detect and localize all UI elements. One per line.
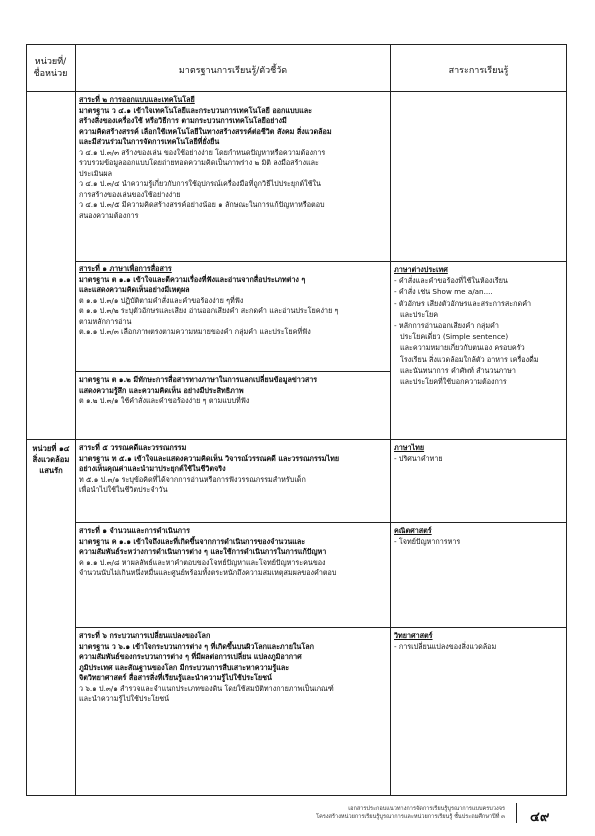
tech-indicator-line: ประเมินผล xyxy=(79,168,113,178)
row-divider-3 xyxy=(26,439,567,440)
math-content-item: - โจทย์ปัญหาการหาร xyxy=(394,536,461,546)
header-unit-line2: ชื่อหน่วย xyxy=(33,69,68,79)
lang-standard-line: มาตรฐาน ต ๑.๒ มีทักษะการสื่อสารทางภาษาในการแลกเปลี่ยนข้อมูลข่าวสาร xyxy=(79,375,318,384)
eng-content xyxy=(394,264,566,387)
sci-standard-line: ความสัมพันธ์ของกระบวนการต่าง ๆ ที่มีผลต่อการเปลี่ยน แปลงภูมิอากาศ xyxy=(79,652,302,661)
footer-line1: เอกสารประกอบแนวทางการจัดการเรียนรู้บูรณาการแบบครบวงจร xyxy=(348,806,505,812)
header-divider xyxy=(26,91,567,92)
footer-line2: โครงสร้างหน่วยการเรียนรู้บูรณาการและหน่วยการเรียนรู้ ชั้นประถมศึกษาปีที่ ๓ xyxy=(316,814,505,820)
math-standards xyxy=(79,526,389,579)
lit-standard-line: อย่างเห็นคุณค่าและนำมาประยุกต์ใช้ในชีวิตจริง xyxy=(79,464,226,473)
sci-content-heading: วิทยาศาสตร์ xyxy=(394,631,433,640)
table-border-top xyxy=(26,44,567,45)
table-border-left xyxy=(26,44,27,796)
sci-standard-line: ภูมิประเทศ และสัณฐานของโลก มีกระบวนการสืบเสาะหาความรู้และ xyxy=(79,662,290,672)
tech-indicator-line: ว ๔.๑ ป.๓/๕ มีความคิดสร้างสรรค์อย่างน้อย ๑ ลักษณะในการแก้ปัญหาหรือตอบ xyxy=(79,200,325,209)
lang-standards-2 xyxy=(79,375,389,407)
footer-caption xyxy=(200,805,505,821)
row-divider-1 xyxy=(75,261,567,262)
eng-content-heading: ภาษาต่างประเทศ xyxy=(394,265,448,274)
lang-standard-line: และแสดงความคิดเห็นอย่างมีเหตุผล xyxy=(79,285,190,294)
sci-strand-title: สาระที่ ๖ กระบวนการเปลี่ยนแปลงของโลก xyxy=(79,631,211,640)
lit-standard-line: มาตรฐาน ท ๕.๑ เข้าใจและแสดงความคิดเห็น วิจารณ์วรรณคดี และวรรณกรรมไทย xyxy=(79,453,340,463)
header-content: สาระการเรียนรู้ xyxy=(448,66,509,76)
tech-indicator-line: การสร้างของเล่นของใช้อย่างง่าย xyxy=(79,189,181,199)
table-border-right xyxy=(566,44,567,796)
eng-content-item: - หลักการอ่านออกเสียงคำ กลุ่มคำ xyxy=(394,321,499,331)
tech-standard-line: ความคิดสร้างสรรค์ เลือกใช้เทคโนโลยีในทางสร้างสรรค์ต่อชีวิต สังคม สิ่งแวดล้อม xyxy=(79,126,332,136)
math-indicator-line: ค ๑.๑ ป.๓/๘ หาผลลัพธ์และหาคำตอบของโจทย์ปัญหาและโจทย์ปัญหาระคนของ xyxy=(79,557,326,567)
math-standard-line: ความสัมพันธ์ระหว่างการดำเนินการต่าง ๆ และใช้การดำเนินการในการแก้ปัญหา xyxy=(79,547,327,556)
thai-content xyxy=(394,443,566,464)
sci-standard-line: จิตวิทยาศาสตร์ สื่อสารสิ่งที่เรียนรู้และนำความรู้ไปใช้ประโยชน์ xyxy=(79,673,272,682)
eng-content-item: และประโยคที่ใช้บอกความต้องการ xyxy=(400,377,507,387)
row-divider-4 xyxy=(75,522,567,523)
lang-standards-1 xyxy=(79,264,389,338)
curriculum-table xyxy=(26,44,567,796)
table-border-bottom xyxy=(26,795,567,796)
unit-title-line1: สิ่งแวดล้อม xyxy=(32,455,70,464)
row-divider-2 xyxy=(75,371,391,372)
column-divider-1 xyxy=(75,44,76,796)
tech-standards xyxy=(79,95,389,221)
footer-divider xyxy=(516,803,517,823)
header-unit xyxy=(26,56,75,80)
math-standard-line: มาตรฐาน ค ๑.๑ เข้าใจถึงและที่เกิดขึ้นจากการดำเนินการของจำนวนและ xyxy=(79,536,306,546)
header-unit-line1: หน่วยที่/ xyxy=(34,57,67,67)
lit-indicator-line: ท ๕.๑ ป.๓/๑ ระบุข้อคิดที่ได้จากการอ่านหรือการฟังวรรณกรรมสำหรับเด็ก xyxy=(79,474,306,484)
eng-content-item: และนันทนาการ คำศัพท์ สำนวนภาษา xyxy=(400,365,516,375)
sci-standard-line: มาตรฐาน ว ๖.๑ เข้าใจกระบวนการต่าง ๆ ที่เกิดขึ้นบนผิวโลกและภายในโลก xyxy=(79,641,314,651)
math-content xyxy=(394,526,566,547)
lang-indicator-line: ต ๑.๒ ป.๓/๑ ใช้คำสั่งและคำขอร้องง่าย ๆ ตามแบบที่ฟัง xyxy=(79,396,250,405)
tech-standard-line: สร้างสิ่งของเครื่องใช้ หรือวิธีการ ตามกระบวนการเทคโนโลยีอย่างมี xyxy=(79,116,287,125)
unit-number: หน่วยที่ ๑๔ xyxy=(32,444,70,453)
sci-indicator-line: ว ๖.๑ ป.๓/๑ สำรวจและจำแนกประเภทของดิน โดยใช้สมบัติทางกายภาพเป็นเกณฑ์ xyxy=(79,683,334,693)
column-divider-2 xyxy=(390,44,391,796)
page-number: ๔๙ xyxy=(530,810,550,825)
math-content-heading: คณิตศาสตร์ xyxy=(394,526,432,535)
lang-indicator-line: ต ๑.๑ ป.๓/๑ ปฏิบัติตามคำสั่งและคำขอร้องง่าย ๆที่ฟัง xyxy=(79,295,244,305)
eng-content-item: โรงเรียน สิ่งแวดล้อมใกล้ตัว อาหาร เครื่องดื่ม xyxy=(400,354,539,364)
lit-strand-title: สาระที่ ๕ วรรณคดีและวรรณกรรม xyxy=(79,443,187,452)
sci-content xyxy=(394,631,566,652)
lang-indicator-line: ต ๑.๑ ป.๓/๒ ระบุตัวอักษรและเสียง อ่านออกเสียงคำ สะกดคำ และอ่านประโยคง่าย ๆ xyxy=(79,306,339,315)
sci-indicator-line: และนำความรู้ไปใช้ประโยชน์ xyxy=(79,694,170,703)
tech-indicator-line: ว ๔.๑ ป.๓/๓ สร้างของเล่น ของใช้อย่างง่าย โดยกำหนดปัญหาหรือความต้องการ xyxy=(79,147,326,157)
unit-name xyxy=(28,443,74,476)
lang-strand-title: สาระที่ ๑ ภาษาเพื่อการสื่อสาร xyxy=(79,264,172,273)
lang-standard-line: มาตรฐาน ต ๑.๑ เข้าใจและตีความเรื่องที่ฟังและอ่านจากสื่อประเภทต่าง ๆ xyxy=(79,274,306,284)
thai-content-item: - ปริศนาคำทาย xyxy=(394,453,443,463)
sci-standards xyxy=(79,631,389,705)
tech-standard-line: มาตรฐาน ว ๔.๑ เข้าใจเทคโนโลยีและกระบวนการเทคโนโลยี ออกแบบและ xyxy=(79,105,312,115)
lang-indicator-line: ต.๑.๑ ป.๓/๓ เลือกภาพตรงตามความหมายของคำ กลุ่มคำ และประโยคที่ฟัง xyxy=(79,327,311,336)
math-indicator-line: จำนวนนับไม่เกินหนึ่งหมื่นและศูนย์พร้อมทั้งตระหนักถึงความสมเหตุสมผลของคำตอบ xyxy=(79,568,337,577)
tech-strand-title: สาระที่ ๒ การออกแบบและเทคโนโลยี xyxy=(79,95,195,104)
eng-content-item: - คำสั่งและคำขอร้องที่ใช้ในห้องเรียน xyxy=(394,276,508,286)
eng-content-item: ประโยคเดี่ยว (Simple sentence) xyxy=(400,332,509,342)
tech-indicator-line: ว ๔.๑ ป.๓/๔ นำความรู้เกี่ยวกับการใช้อุปกรณ์เครื่องมือที่ถูกวิธีไปประยุกต์ใช้ใน xyxy=(79,179,321,188)
tech-standard-line: และมีส่วนร่วมในการจัดการเทคโนโลยีที่ยั่งยืน xyxy=(79,137,220,146)
row-divider-5 xyxy=(75,627,567,628)
thai-content-heading: ภาษาไทย xyxy=(394,443,425,452)
lit-indicator-line: เพื่อนำไปใช้ในชีวิตประจำวัน xyxy=(79,485,168,494)
header-standards: มาตรฐานการเรียนรู้/ตัวชี้วัด xyxy=(178,66,288,76)
eng-content-item: และประโยค xyxy=(400,309,439,319)
unit-title-line2: แสนรัก xyxy=(39,466,63,475)
lit-standards xyxy=(79,443,389,496)
tech-indicator-line: รวบรวมข้อมูลออกแบบโดยถ่ายทอดความคิดเป็นภาพร่าง ๒ มิติ ลงมือสร้างและ xyxy=(79,158,319,167)
eng-content-item: และความหมายเกี่ยวกับตนเอง ครอบครัว xyxy=(400,343,525,353)
lang-standard-line: แสดงความรู้สึก และความคิดเห็น อย่างมีประสิทธิภาพ xyxy=(79,385,244,395)
math-strand-title: สาระที่ ๑ จำนวนและการดำเนินการ xyxy=(79,526,190,535)
eng-content-item: - ตัวอักษร เสียงตัวอักษรและสระการสะกดคำ xyxy=(394,298,532,308)
lang-indicator-line: ตามหลักการอ่าน xyxy=(79,316,132,326)
eng-content-item: - คำสั่ง เช่น Show me a/an.... xyxy=(394,287,493,297)
sci-content-item: - การเปลี่ยนแปลงของสิ่งแวดล้อม xyxy=(394,641,497,651)
tech-indicator-line: สนองความต้องการ xyxy=(79,210,139,220)
